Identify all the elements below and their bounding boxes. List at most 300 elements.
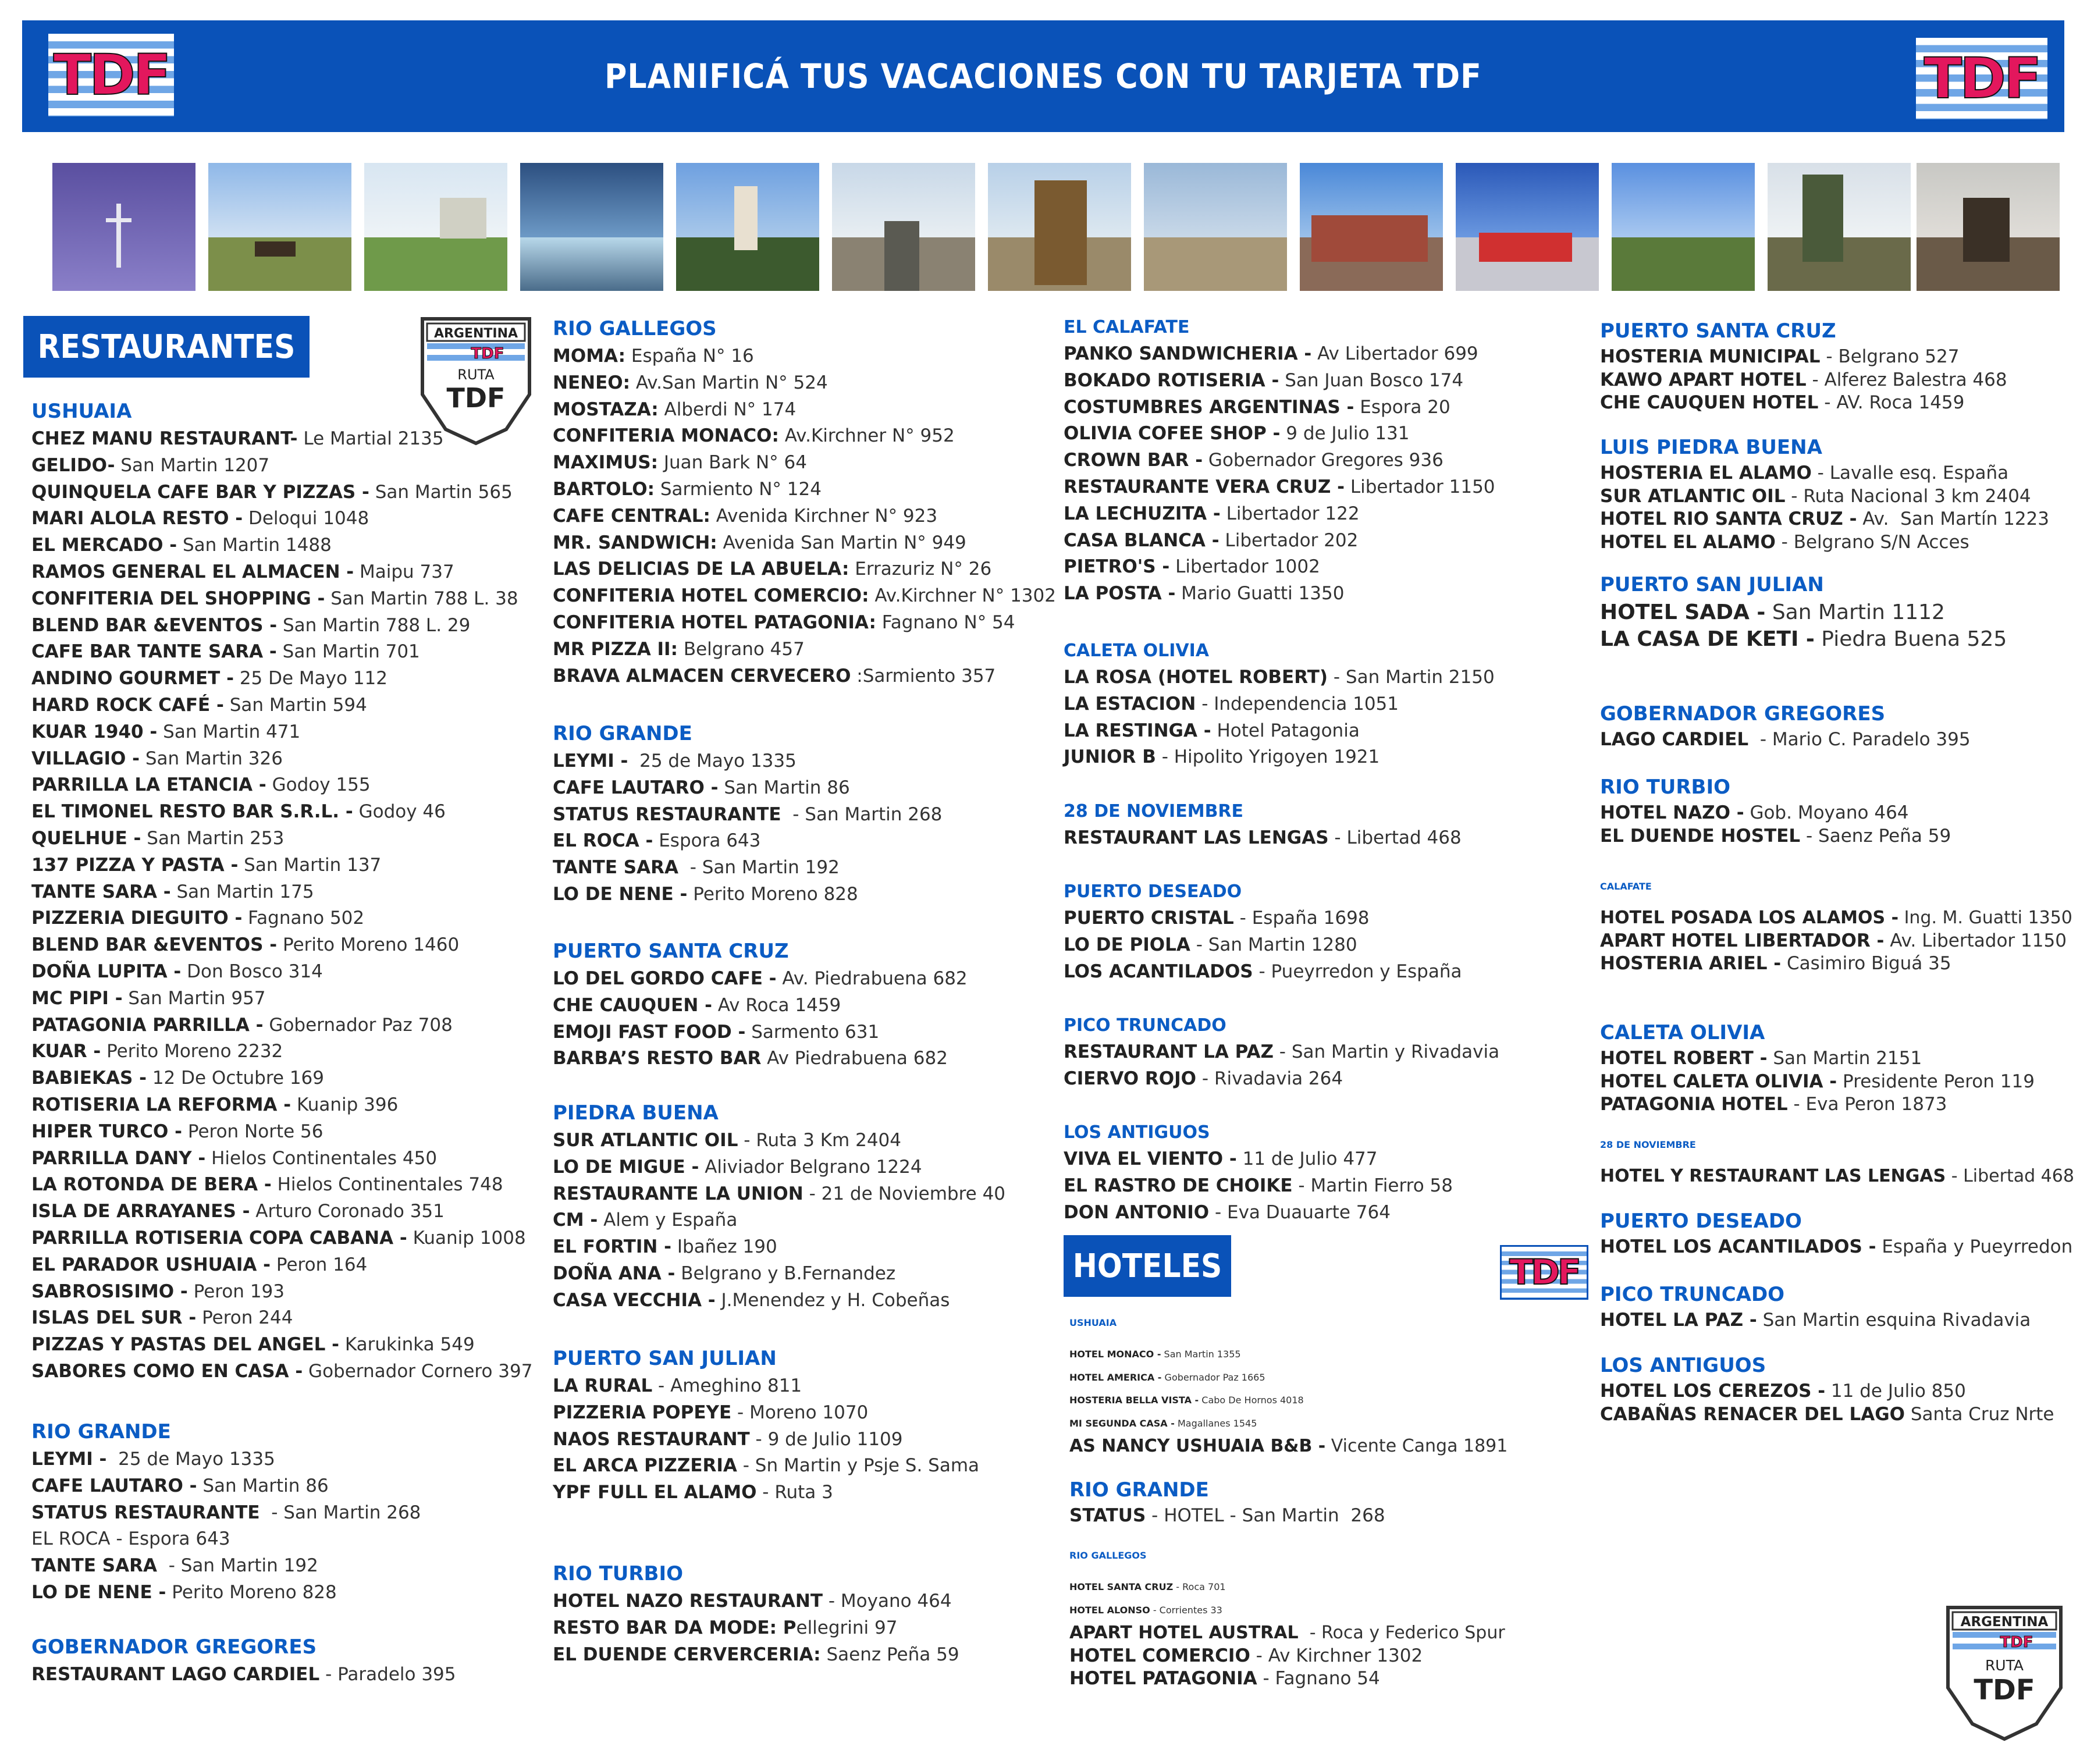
section-calafate: [1600, 882, 2072, 976]
item-address: Presidente Peron 119: [1837, 1071, 2035, 1092]
list-item: [553, 450, 1056, 476]
item-name: LA RESTINGA -: [1064, 720, 1211, 741]
list-item: [553, 828, 942, 855]
item-address: - Lavalle esq. España: [1811, 463, 2009, 483]
list-item: [553, 748, 942, 775]
item-address: - Ruta 3: [756, 1482, 833, 1503]
list-item: [553, 476, 1056, 503]
item-name: HOTEL ALONSO: [1069, 1604, 1150, 1616]
list-item: [31, 1305, 532, 1332]
list-item: [1600, 825, 1951, 848]
list-item: [31, 1225, 532, 1252]
item-name: LA ROTONDA DE BERA -: [31, 1174, 272, 1196]
item-address: Piedra Buena 525: [1814, 627, 2007, 651]
city-heading: 28 DE NOVIEMBRE: [1600, 1139, 1696, 1150]
item-address: Av.San Martin N° 524: [630, 372, 828, 393]
item-name: EL RASTRO DE CHOIKE: [1064, 1175, 1293, 1196]
item-name: CHE CAUQUEN -: [553, 994, 712, 1016]
item-address: J.Menendez y H. Cobeñas: [715, 1289, 950, 1311]
list-item: [1600, 728, 1971, 752]
item-address: Perito Moreno 1460: [277, 934, 460, 956]
item-address: 25 de Mayo 1335: [106, 1449, 275, 1470]
list-item: [1069, 1575, 1505, 1599]
item-address: Cabo De Hornos 4018: [1199, 1395, 1304, 1406]
item-address: San Martin 1355: [1161, 1349, 1241, 1360]
ruta-tdf-badge-bottom: [1943, 1603, 2065, 1742]
list-item: [31, 799, 532, 826]
list-item: [1600, 1071, 2035, 1094]
item-name: 137 PIZZA Y PASTA -: [31, 854, 239, 876]
section-los-antiguos: [1064, 1124, 1453, 1226]
list-item: [31, 1252, 532, 1279]
item-address: San Martin 957: [122, 987, 266, 1009]
item-address: San Martin 1112: [1765, 600, 1945, 624]
item-name: KUAR -: [31, 1041, 101, 1062]
item-name: DOÑA LUPITA -: [31, 961, 182, 982]
item-name: CAFE CENTRAL:: [553, 505, 710, 527]
list-item: [1064, 744, 1495, 771]
list-item: [31, 772, 532, 799]
item-name: PARRILLA LA ETANCIA -: [31, 774, 266, 796]
item-address: - 9 de Julio 1109: [749, 1428, 903, 1450]
section-pico-truncado: [1600, 1285, 2031, 1332]
list-item: [31, 1092, 532, 1119]
item-address: - Mario C. Paradelo 395: [1748, 729, 1971, 750]
section-pico-truncado: [1064, 1017, 1499, 1093]
item-name: CROWN BAR -: [1064, 450, 1203, 471]
list-item: [31, 1358, 532, 1385]
item-address: Avenida San Martin N° 949: [717, 532, 966, 553]
list-item: [31, 1553, 421, 1580]
section-rio-turbio: [553, 1564, 959, 1668]
item-address: San Juan Bosco 174: [1279, 369, 1464, 391]
item-name: LEYMI -: [31, 1449, 107, 1470]
item-name: STATUS RESTAURANTE: [31, 1502, 260, 1523]
item-name: LAGO CARDIEL: [1600, 729, 1749, 750]
list-item: [1064, 1066, 1499, 1093]
list-item: [553, 1207, 1005, 1234]
item-address: Libertador 1002: [1169, 556, 1320, 578]
item-address: San Martin 594: [223, 694, 367, 716]
item-name: VILLAGIO -: [31, 748, 140, 769]
item-name: EL ARCA PIZZERIA: [553, 1455, 737, 1477]
list-item: [1600, 369, 2007, 392]
item-name: HOTEL MONACO -: [1069, 1349, 1161, 1360]
item-name: QUELHUE -: [31, 827, 141, 849]
item-address: Casimiro Biguá 35: [1781, 953, 1951, 975]
section-rio-grande: [31, 1422, 421, 1606]
list-item: [31, 1446, 421, 1473]
city-heading: LUIS PIEDRA BUENA: [1600, 436, 1822, 459]
list-item: [1600, 1165, 2074, 1188]
item-address: - Ameghino 811: [652, 1375, 802, 1396]
list-item: [1064, 1200, 1453, 1226]
list-item: [31, 1500, 421, 1527]
item-address: - San Martin 192: [157, 1555, 318, 1577]
list-item: [553, 881, 942, 908]
section-rio-turbio: [1600, 777, 1951, 848]
list-item: [1600, 1093, 2035, 1116]
list-item: [553, 1588, 959, 1615]
tdf-logo-left: TDF: [47, 32, 176, 118]
list-item: [31, 532, 532, 559]
item-name: LA LECHUZITA -: [1064, 503, 1221, 524]
item-address: - Pueyrredon y España: [1253, 961, 1462, 982]
item-name: OLIVIA COFEE SHOP -: [1064, 423, 1281, 444]
list-item: [1069, 1599, 1505, 1622]
item-address: ellegrini 97: [796, 1617, 898, 1638]
list-item: [1064, 1146, 1453, 1173]
item-name: HOSTERIA MUNICIPAL: [1600, 346, 1821, 367]
section-ushuaia: [1069, 1318, 1508, 1458]
list-item: [1600, 906, 2072, 930]
list-item: [1600, 346, 2007, 369]
item-address: - Hipolito Yrigoyen 1921: [1156, 746, 1380, 768]
list-item: [1069, 1645, 1505, 1668]
list-item: [1600, 952, 2072, 976]
item-address: Perito Moreno 2232: [101, 1041, 283, 1062]
photo-6: [832, 163, 975, 291]
list-item: [1600, 1380, 2054, 1403]
hoteles-header: HOTELES: [1064, 1235, 1231, 1297]
list-item: [31, 959, 532, 986]
badge-ruta: RUTA: [1985, 1657, 2024, 1674]
list-item: [31, 746, 532, 773]
item-address: España N° 16: [625, 346, 754, 367]
item-name: EL DUENDE CERVERCERIA:: [553, 1644, 821, 1665]
list-item: [553, 663, 1056, 690]
list-item: [1069, 1412, 1508, 1435]
item-address: San Martin 326: [140, 748, 283, 769]
item-name: RESTAURANT LAS LENGAS: [1064, 827, 1329, 848]
item-address: Av. San Martín 1223: [1857, 508, 2050, 530]
item-name: HOTEL LA PAZ -: [1600, 1310, 1757, 1331]
city-heading: USHUAIA: [31, 400, 132, 423]
item-address: 9 de Julio 131: [1280, 423, 1410, 444]
list-item: [553, 1234, 1005, 1261]
item-address: 25 de Mayo 1335: [628, 751, 797, 771]
list-item: [553, 1261, 1005, 1288]
list-item: [31, 826, 532, 852]
list-item: [1064, 341, 1495, 368]
item-name: MC PIPI -: [31, 987, 123, 1009]
item-address: - Martin Fierro 58: [1292, 1175, 1453, 1196]
photo-13: [1917, 163, 2060, 291]
list-item: [31, 1473, 421, 1500]
item-name: CABAÑAS RENACER DEL LAGO: [1600, 1403, 1905, 1425]
badge-mini-logo: TDF: [471, 345, 504, 362]
item-address: Perito Moreno 828: [166, 1581, 337, 1603]
list-item: [553, 397, 1056, 424]
list-item: [553, 1400, 979, 1427]
item-address: Godoy 46: [353, 801, 446, 823]
photo-4: [520, 163, 663, 291]
badge-brand: TDF: [1974, 1674, 2035, 1706]
item-name: NAOS RESTAURANT: [553, 1428, 750, 1450]
list-item: [553, 1453, 979, 1480]
item-name: AS NANCY USHUAIA B&B -: [1069, 1436, 1326, 1457]
item-address: - España 1698: [1233, 908, 1370, 929]
item-address: Belgrano 457: [677, 638, 805, 660]
list-item: [553, 1128, 1005, 1154]
item-name: HOTEL NAZO RESTAURANT: [553, 1591, 823, 1612]
item-name: HOTEL LOS ACANTILADOS -: [1600, 1236, 1876, 1257]
item-name: HOSTERIA EL ALAMO: [1600, 463, 1812, 483]
city-heading: RIO GALLEGOS: [1069, 1550, 1147, 1561]
photo-2: [208, 163, 351, 291]
item-address: - Libertad 468: [1946, 1166, 2074, 1186]
item-address: San Martin esquina Rivadavia: [1757, 1310, 2031, 1331]
list-item: [1064, 1039, 1499, 1066]
section-puerto-san-julian: [553, 1349, 979, 1506]
item-name: SABROSISIMO -: [31, 1281, 188, 1302]
list-item: [553, 370, 1056, 397]
item-address: Belgrano y B.Fernandez: [675, 1262, 896, 1284]
item-name: EL FORTIN -: [553, 1236, 672, 1258]
city-heading: RIO GALLEGOS: [553, 317, 717, 340]
list-item: [31, 1580, 421, 1606]
item-address: Kuanip 1008: [407, 1227, 526, 1249]
item-address: Alem y España: [598, 1210, 738, 1231]
item-name: CASA VECCHIA -: [553, 1289, 716, 1311]
section-los-antiguos: [1600, 1356, 2054, 1426]
list-item: [1064, 501, 1495, 528]
item-address: San Martin 788 L. 38: [325, 588, 518, 609]
section-puerto-deseado: [1600, 1211, 2072, 1259]
list-item: [1064, 447, 1495, 474]
city-heading: RIO TURBIO: [1600, 776, 1731, 799]
list-item: [1600, 1236, 2072, 1259]
item-name: CAFE LAUTARO -: [553, 777, 719, 798]
list-item: [31, 479, 532, 506]
item-address: San Martin 2151: [1767, 1048, 1922, 1069]
item-name: PATAGONIA HOTEL: [1600, 1094, 1788, 1115]
photo-12: [1768, 163, 1911, 291]
section-puerto-santa-cruz: [1600, 321, 2007, 415]
item-name: SUR ATLANTIC OIL: [1600, 485, 1786, 507]
list-item: [1600, 930, 2072, 953]
city-heading: CALETA OLIVIA: [1064, 641, 1210, 661]
item-name: CAFE LAUTARO -: [31, 1475, 197, 1496]
item-name: TANTE SARA: [31, 1555, 157, 1577]
item-name: HOTEL PATAGONIA: [1069, 1668, 1257, 1690]
item-address: - HOTEL - San Martin 268: [1146, 1505, 1385, 1526]
item-address: San Martin 1488: [177, 535, 332, 556]
item-address: Av. Libertador 1150: [1884, 930, 2067, 951]
item-name: MI SEGUNDA CASA -: [1069, 1417, 1175, 1429]
item-name: EL MERCADO -: [31, 535, 177, 556]
item-name: APART HOTEL AUSTRAL: [1069, 1623, 1299, 1644]
item-name: HIPER TURCO -: [31, 1121, 182, 1142]
city-heading: PICO TRUNCADO: [1600, 1283, 1785, 1306]
item-name: ANDINO GOURMET -: [31, 668, 234, 689]
item-address: Libertador 122: [1220, 503, 1360, 524]
list-item: [31, 986, 532, 1012]
item-address: - Moyano 464: [823, 1591, 952, 1612]
item-name: LO DE PIOLA: [1064, 934, 1190, 955]
item-address: San Martin 86: [197, 1475, 329, 1496]
list-item: [31, 1198, 532, 1225]
list-item: [553, 1154, 1005, 1181]
item-name: PARRILLA DANY -: [31, 1147, 206, 1169]
list-item: [1600, 1309, 2031, 1332]
city-heading: PIEDRA BUENA: [553, 1101, 719, 1125]
list-item: [553, 966, 968, 993]
item-name: PARRILLA ROTISERIA COPA CABANA -: [31, 1227, 407, 1249]
item-name: CONFITERIA HOTEL COMERCIO:: [553, 585, 869, 607]
item-address: Hielos Continentales 450: [205, 1147, 438, 1169]
photo-5: [676, 163, 819, 291]
item-name: LO DEL GORDO CAFE -: [553, 968, 777, 989]
list-item: [31, 559, 532, 586]
item-address: San Martin 253: [141, 827, 285, 849]
list-item: [31, 613, 532, 639]
list-item: [1064, 905, 1462, 932]
item-address: - Roca 701: [1173, 1581, 1226, 1592]
item-address: San Martin 137: [238, 854, 382, 876]
item-address: San Martin 701: [276, 641, 420, 663]
list-item: [553, 1181, 1005, 1208]
list-item: [1064, 554, 1495, 581]
item-name: HOTEL POSADA LOS ALAMOS -: [1600, 908, 1899, 928]
item-address: Av Roca 1459: [712, 994, 841, 1016]
list-item: [553, 1045, 968, 1072]
item-address: Fagnano N° 54: [876, 611, 1015, 633]
list-item: [1069, 1621, 1505, 1645]
item-name: LA CASA DE KETI -: [1600, 627, 1815, 651]
list-item: [553, 610, 1056, 636]
item-name: CAFE BAR TANTE SARA -: [31, 641, 277, 663]
list-item: [553, 343, 1056, 370]
list-item: [553, 855, 942, 881]
item-address: Gobernador Cornero 397: [303, 1360, 533, 1382]
list-item: [31, 1119, 532, 1146]
item-name: BRAVA ALMACEN CERVECERO: [553, 665, 851, 687]
item-name: HOTEL ROBERT -: [1600, 1048, 1768, 1069]
item-address: - Eva Peron 1873: [1787, 1094, 1947, 1115]
item-name: VIVA EL VIENTO -: [1064, 1148, 1237, 1169]
section-gobernador-gregores: [31, 1637, 456, 1688]
list-item: [31, 1065, 532, 1092]
item-name: MAXIMUS:: [553, 452, 659, 474]
photo-8: [1144, 163, 1287, 291]
item-name: HOTEL SADA -: [1600, 600, 1766, 624]
city-heading: PUERTO SANTA CRUZ: [1600, 319, 1836, 343]
section-rio-grande: [553, 724, 942, 908]
item-name: JUNIOR B: [1064, 746, 1156, 768]
list-item: [1600, 392, 2007, 415]
item-address: Mario Guatti 1350: [1175, 583, 1345, 604]
item-name: MOSTAZA:: [553, 399, 659, 420]
section-rio-gallegos: [1069, 1551, 1505, 1691]
item-name: PIETRO'S -: [1064, 556, 1170, 578]
item-address: Aliviador Belgrano 1224: [699, 1156, 922, 1178]
list-item: [553, 993, 968, 1019]
item-address: Av Piedrabuena 682: [761, 1048, 948, 1069]
item-name: RAMOS GENERAL EL ALMACEN -: [31, 561, 354, 582]
badge-brand: TDF: [446, 382, 506, 414]
list-item: [31, 426, 532, 453]
list-item: [553, 802, 942, 828]
list-item: [1064, 1173, 1453, 1200]
item-name: RESTAURANTE VERA CRUZ -: [1064, 476, 1345, 497]
city-heading: RIO GRANDE: [1069, 1478, 1209, 1502]
list-item: [31, 1526, 421, 1553]
list-item: [1069, 1505, 1385, 1528]
list-item: [31, 852, 532, 879]
item-name: CASA BLANCA -: [1064, 529, 1220, 551]
list-item: [31, 879, 532, 906]
tdf-logo-right: TDF: [1914, 36, 2049, 121]
list-item: [1069, 1435, 1508, 1458]
item-name: LO DE NENE -: [553, 883, 688, 905]
item-address: Ing. M. Guatti 1350: [1898, 908, 2072, 928]
item-address: Gobernador Paz 1665: [1161, 1371, 1265, 1383]
item-address: - 21 de Noviembre 40: [803, 1183, 1006, 1204]
tdf-logo-small: TDF: [1500, 1245, 1588, 1300]
item-name: PATAGONIA PARRILLA -: [31, 1014, 264, 1036]
item-address: Peron 193: [187, 1281, 285, 1302]
photo-10: [1456, 163, 1599, 291]
photo-3: [364, 163, 507, 291]
item-address: Alberdi N° 174: [658, 399, 797, 420]
item-name: BARTOLO:: [553, 478, 655, 500]
banner-title: PLANIFICÁ TUS VACACIONES CON TU TARJETA TDF: [605, 56, 1482, 96]
list-item: [1600, 508, 2049, 531]
item-address: - Moreno 1070: [731, 1402, 869, 1423]
item-address: - San Martin y Rivadavia: [1273, 1041, 1500, 1062]
list-item: [31, 666, 532, 692]
list-item: [553, 556, 1056, 583]
item-address: - Saenz Peña 59: [1800, 825, 1951, 847]
item-address: Av. Piedrabuena 682: [776, 968, 968, 989]
item-address: 11 de Julio 850: [1825, 1381, 1966, 1402]
item-name: STATUS: [1069, 1505, 1146, 1526]
list-item: [553, 1019, 968, 1046]
section-puerto-deseado: [1064, 883, 1462, 985]
item-address: - Eva Duauarte 764: [1209, 1201, 1391, 1223]
item-address: Av.Kirchner N° 952: [778, 425, 955, 447]
item-address: Espora 20: [1354, 396, 1450, 418]
item-address: Godoy 155: [266, 774, 371, 796]
section-piedra-buena: [553, 1103, 1005, 1314]
item-name: QUINQUELA CAFE BAR Y PIZZAS -: [31, 481, 369, 503]
list-item: [1064, 718, 1495, 745]
section-caleta-olivia: [1600, 1023, 2035, 1116]
item-name: CIERVO ROJO: [1064, 1068, 1197, 1089]
item-name: BARBA’S RESTO BAR: [553, 1048, 762, 1069]
list-item: [553, 583, 1056, 610]
item-name: TANTE SARA: [553, 857, 678, 879]
list-item: [31, 692, 532, 719]
list-item: [553, 423, 1056, 450]
item-name: CHEZ MANU RESTAURANT-: [31, 428, 298, 449]
item-name: KUAR 1940 -: [31, 721, 158, 742]
item-name: ISLA DE ARRAYANES -: [31, 1201, 250, 1222]
item-address: - San Martin 192: [678, 857, 840, 879]
item-name: RESTAURANTE LA UNION: [553, 1183, 803, 1204]
item-name: GELIDO-: [31, 454, 115, 476]
section-el-calafate: [1064, 319, 1495, 607]
list-item: [553, 1373, 979, 1400]
city-heading: PICO TRUNCADO: [1064, 1015, 1226, 1036]
item-address: Gobernador Paz 708: [263, 1014, 453, 1036]
item-address: Vicente Canga 1891: [1325, 1436, 1508, 1457]
item-name: BOKADO ROTISERIA -: [1064, 369, 1279, 391]
badge-mini-logo: TDF: [2000, 1634, 2033, 1651]
list-item: [553, 775, 942, 802]
list-item: [1600, 626, 2007, 653]
